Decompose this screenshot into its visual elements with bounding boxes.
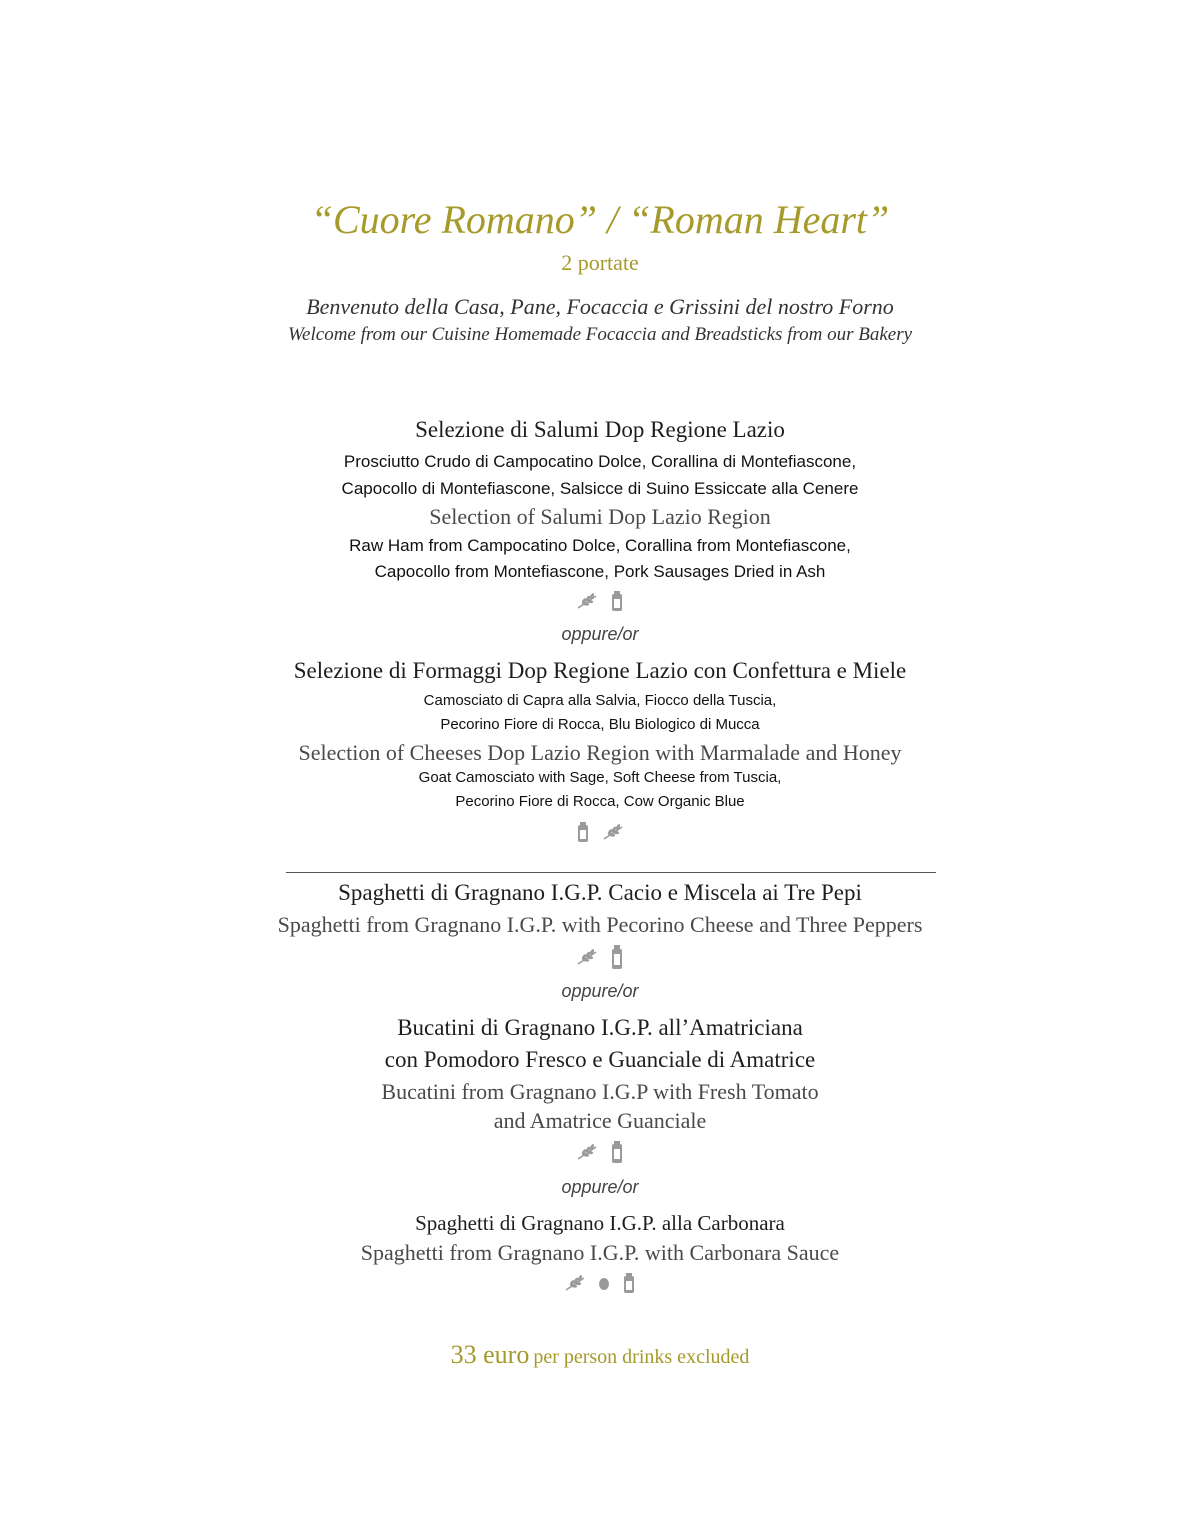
wheat-icon: [576, 592, 598, 610]
wheat-icon: [602, 823, 624, 841]
dish-1-desc-it-line-1: Prosciutto Crudo di Campocatino Dolce, Corallina di Montefiascone,: [343, 452, 857, 471]
dish-5-title-it: Spaghetti di Gragnano I.G.P. alla Carbonara: [415, 1211, 785, 1235]
welcome-italian: Benvenuto della Casa, Pane, Focaccia e Grissini del nostro Forno: [306, 294, 894, 319]
course-divider: [286, 872, 936, 873]
dish-2-title-en: Selection of Cheeses Dop Lazio Region with Marmalade and Honey: [298, 740, 902, 765]
welcome-english: Welcome from our Cuisine Homemade Focaccia and Breadsticks from our Bakery: [287, 324, 913, 345]
dish-1-desc-en-line-1: Raw Ham from Campocatino Dolce, Corallina from Montefiascone,: [349, 536, 851, 555]
dish-2-allergen-icons: [0, 821, 1200, 843]
wheat-icon: [576, 948, 598, 966]
bottle-icon: [610, 944, 624, 970]
dish-4-title-it-line-1: Bucatini di Gragnano I.G.P. all’Amatriciana: [397, 1015, 803, 1040]
dish-4-allergen-icons: [0, 1140, 1200, 1164]
dish-2-desc-it-line-2: Pecorino Fiore di Rocca, Blu Biologico di Mucca: [440, 716, 760, 733]
wheat-icon: [576, 1143, 598, 1161]
dish-3-title-it: Spaghetti di Gragnano I.G.P. Cacio e Miscela ai Tre Pepi: [338, 880, 862, 905]
dish-1-title-it: Selezione di Salumi Dop Regione Lazio: [415, 417, 785, 442]
price-note: per person drinks excluded: [533, 1346, 750, 1368]
dish-4-title-en-line-2: and Amatrice Guanciale: [493, 1108, 707, 1133]
wheat-icon: [564, 1274, 586, 1292]
dish-5-allergen-icons: [0, 1272, 1200, 1294]
dish-2-desc-it-line-1: Camosciato di Capra alla Salvia, Fiocco della Tuscia,: [423, 692, 777, 709]
menu-subtitle: 2 portate: [561, 250, 639, 275]
price-amount: 33 euro: [450, 1340, 530, 1369]
dish-1-title-en: Selection of Salumi Dop Lazio Region: [429, 504, 771, 529]
oppure-separator-2: oppure/or: [561, 981, 639, 1001]
dish-3-title-en: Spaghetti from Gragnano I.G.P. with Pecorino Cheese and Three Peppers: [277, 912, 923, 937]
dish-1-desc-it-line-2: Capocollo di Montefiascone, Salsicce di Suino Essiccate alla Cenere: [341, 479, 859, 498]
price-line: [0, 1340, 1200, 1370]
dish-1-allergen-icons: [0, 590, 1200, 612]
bottle-icon: [610, 590, 624, 612]
dish-2-desc-en-line-1: Goat Camosciato with Sage, Soft Cheese from Tuscia,: [418, 769, 782, 786]
dish-3-allergen-icons: [0, 944, 1200, 970]
dish-4-title-en-line-1: Bucatini from Gragnano I.G.P with Fresh Tomato: [381, 1079, 819, 1104]
dish-4-title-it-line-2: con Pomodoro Fresco e Guanciale di Amatrice: [384, 1047, 816, 1072]
dish-1-desc-en-line-2: Capocollo from Montefiascone, Pork Sausages Dried in Ash: [374, 562, 826, 581]
bottle-icon: [576, 821, 590, 843]
dish-5-title-en: Spaghetti from Gragnano I.G.P. with Carbonara Sauce: [360, 1240, 840, 1265]
bottle-icon: [610, 1140, 624, 1164]
egg-icon: [598, 1275, 610, 1291]
oppure-separator-3: oppure/or: [561, 1177, 639, 1197]
oppure-separator-1: oppure/or: [561, 624, 639, 644]
dish-2-desc-en-line-2: Pecorino Fiore di Rocca, Cow Organic Blue: [455, 793, 745, 810]
dish-2-title-it: Selezione di Formaggi Dop Regione Lazio con Confettura e Miele: [293, 658, 907, 683]
menu-title: “Cuore Romano” / “Roman Heart”: [310, 197, 890, 242]
bottle-icon: [622, 1272, 636, 1294]
